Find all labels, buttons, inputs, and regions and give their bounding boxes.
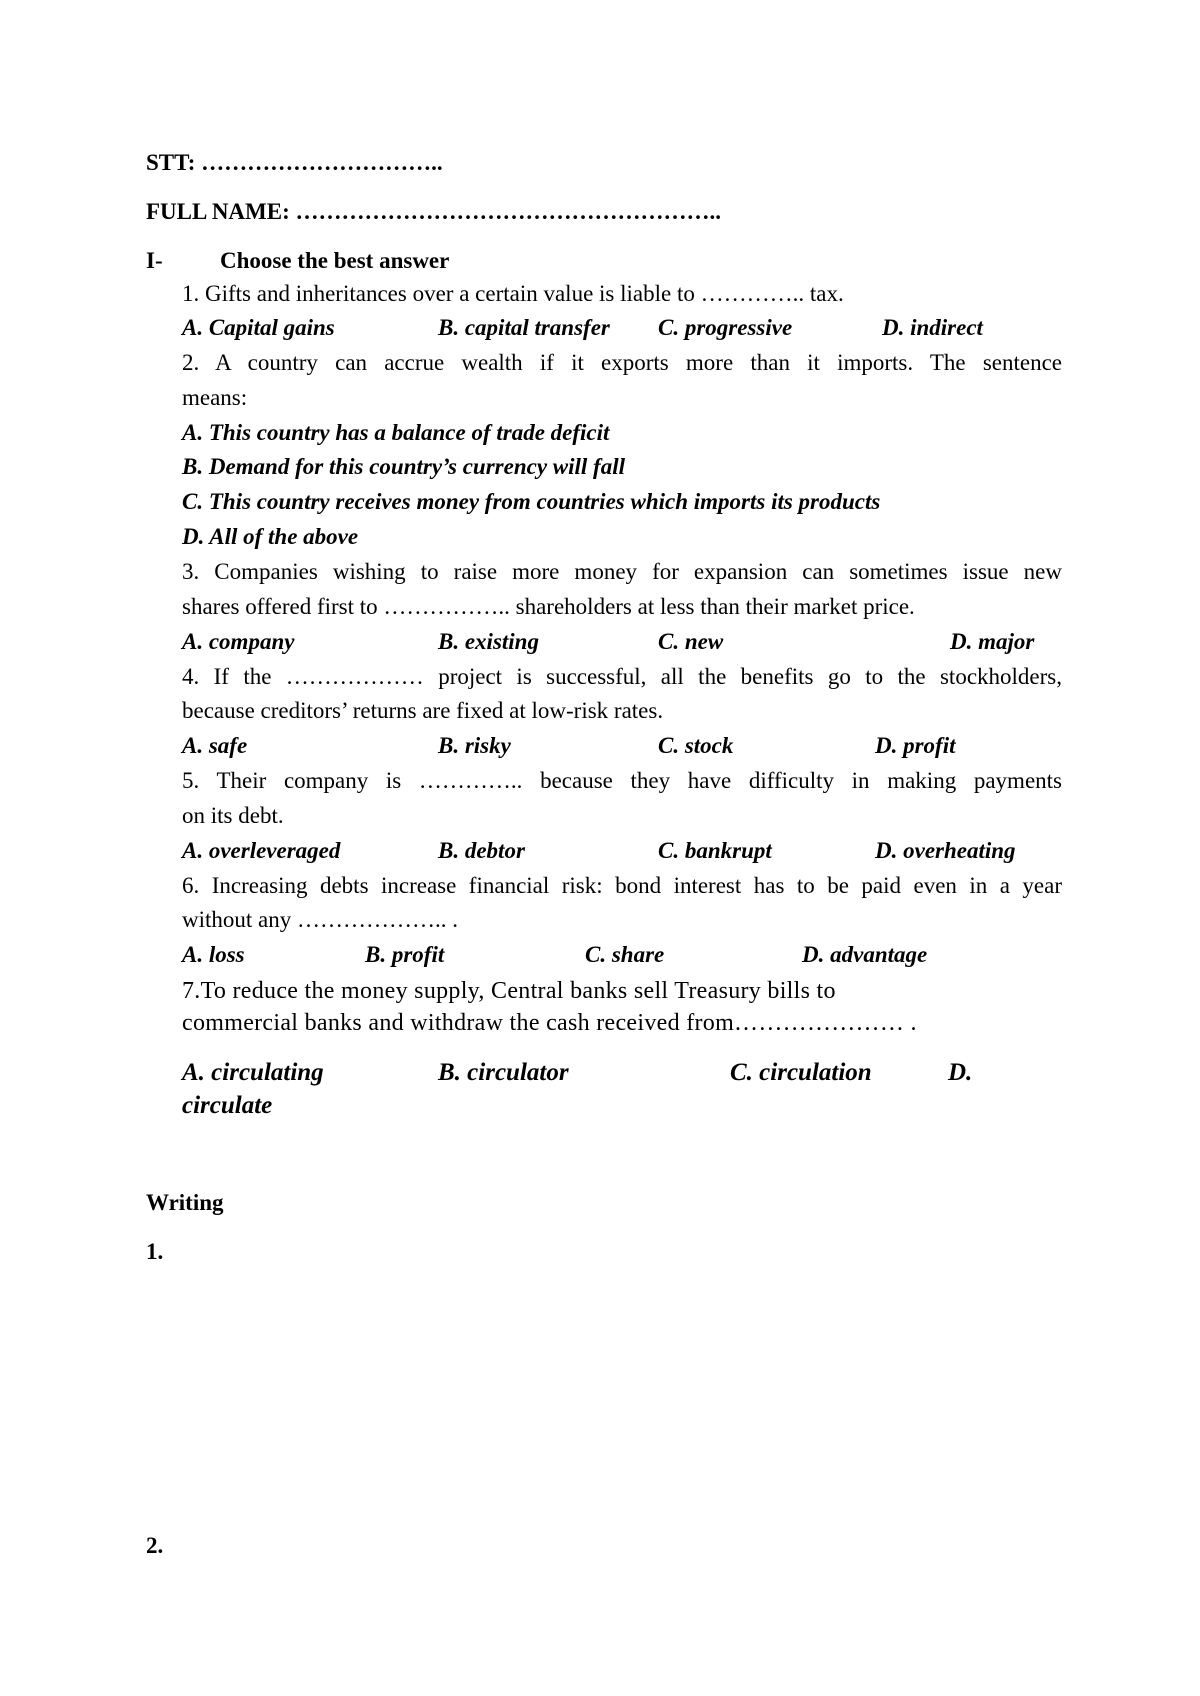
q7-option-c: C. circulation bbox=[730, 1059, 872, 1086]
question-5-text-line2: on its debt. bbox=[182, 803, 284, 828]
question-2-text-line2: means: bbox=[182, 385, 248, 410]
q4-option-a: A. safe bbox=[182, 733, 248, 758]
q3-option-c: C. new bbox=[658, 629, 724, 654]
q1-option-c: C. progressive bbox=[658, 315, 793, 340]
q2-option-d: D. All of the above bbox=[182, 524, 359, 549]
question-3-text-line1: 3. Companies wishing to raise more money for expansion can sometimes issue new bbox=[182, 559, 1062, 584]
section-title: Choose the best answer bbox=[220, 248, 450, 273]
question-6-text-line1: 6. Increasing debts increase financial risk: bond interest has to be paid even in a year bbox=[182, 873, 1062, 898]
q5-option-c: C. bankrupt bbox=[658, 838, 772, 863]
q4-option-c: C. stock bbox=[658, 733, 734, 758]
writing-item-2: 2. bbox=[146, 1533, 164, 1558]
q4-option-d: D. profit bbox=[875, 733, 956, 758]
q6-option-a: A. loss bbox=[182, 942, 245, 967]
q5-option-a: A. overleveraged bbox=[182, 838, 341, 863]
q1-option-b: B. capital transfer bbox=[438, 315, 610, 340]
q3-option-d: D. major bbox=[950, 629, 1035, 654]
question-4-text-line2: because creditors’ returns are fixed at low-risk rates. bbox=[182, 698, 664, 723]
q7-option-d-text: circulate bbox=[182, 1092, 273, 1119]
q7-option-b: B. circulator bbox=[438, 1059, 569, 1086]
q6-option-c: C. share bbox=[585, 942, 665, 967]
question-3-text-line2: shares offered first to …………….. shareholders at less than their market price. bbox=[182, 594, 915, 619]
q6-option-b: B. profit bbox=[365, 942, 445, 967]
full-name-field: FULL NAME: ……………………………………………….. bbox=[146, 199, 721, 224]
writing-title: Writing bbox=[146, 1190, 224, 1215]
q6-option-d: D. advantage bbox=[802, 942, 928, 967]
q2-option-a: A. This country has a balance of trade deficit bbox=[182, 420, 610, 445]
question-1-text: 1. Gifts and inheritances over a certain value is liable to ………….. tax. bbox=[182, 281, 844, 306]
q2-option-b: B. Demand for this country’s currency will fall bbox=[182, 454, 625, 479]
question-6-text-line2: without any ……………….. . bbox=[182, 907, 458, 932]
q3-option-a: A. company bbox=[182, 629, 295, 654]
q3-option-b: B. existing bbox=[438, 629, 539, 654]
stt-field: STT: ………………………….. bbox=[146, 150, 443, 175]
question-2-text-line1: 2. A country can accrue wealth if it exports more than it imports. The sentence bbox=[182, 350, 1062, 375]
question-4-text-line1: 4. If the ……………… project is successful, all the benefits go to the stockholders, bbox=[182, 664, 1062, 689]
q5-option-b: B. debtor bbox=[438, 838, 525, 863]
q1-option-a: A. Capital gains bbox=[182, 315, 335, 340]
q7-option-d: D. bbox=[948, 1059, 973, 1086]
q4-option-b: B. risky bbox=[438, 733, 511, 758]
question-7-text-line1: 7.To reduce the money supply, Central banks sell Treasury bills to bbox=[182, 978, 836, 1004]
section-number: I- bbox=[146, 248, 163, 273]
question-7-text-line2: commercial banks and withdraw the cash received from………………… . bbox=[182, 1010, 917, 1036]
writing-item-1: 1. bbox=[146, 1239, 164, 1264]
question-5-text-line1: 5. Their company is ………….. because they have difficulty in making payments bbox=[182, 768, 1062, 793]
q5-option-d: D. overheating bbox=[875, 838, 1016, 863]
q1-option-d: D. indirect bbox=[882, 315, 983, 340]
q2-option-c: C. This country receives money from countries which imports its products bbox=[182, 489, 881, 514]
q7-option-a: A. circulating bbox=[182, 1059, 324, 1086]
